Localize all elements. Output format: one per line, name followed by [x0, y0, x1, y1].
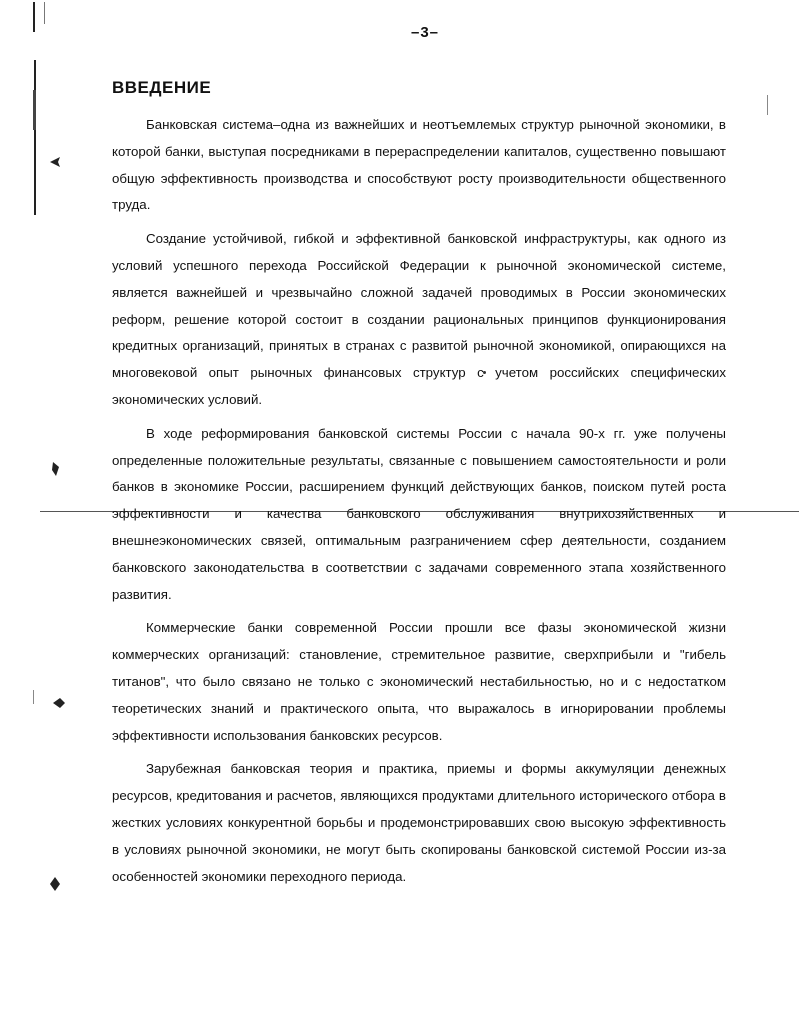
scan-edge-mark [33, 690, 34, 704]
scan-edge-mark [34, 60, 36, 215]
page-title: ВВЕДЕНИЕ [112, 78, 212, 97]
binder-hole-icon [49, 876, 61, 892]
paragraph: Банковская система–одна из важнейших и неотъемлемых структур рыночной экономики, в которой банки, выступая посредниками в перераспределении капиталов, существенно повышают общую эффективность производства и способствуют росту производительности общественного труда. [112, 117, 726, 213]
body-text [112, 112, 726, 897]
scan-edge-mark [767, 95, 768, 115]
scan-edge-mark [44, 2, 45, 24]
scan-edge-mark [33, 90, 36, 130]
paragraph: Коммерческие банки современной России прошли все фазы экономической жизни коммерческих организаций: становление, стремительное развитие, сверхприбыли и "гибель титанов", что было связано не только с экономический нестабильностью, но и с недостатком теоретических знаний и практического опыта, что выражалось в игнорировании проблемы эффективности использования банковских ресурсов. [112, 620, 726, 743]
binder-hole-icon [50, 461, 62, 477]
binder-hole-icon [48, 155, 62, 169]
paragraph: Зарубежная банковская теория и практика, приемы и формы аккумуляции денежных ресурсов, кредитования и расчетов, являющихся продуктами длительного исторического отбора в жестких условиях конкурентной борьбы и продемонстрировавших свою высокую эффективность в условиях рыночной экономики, не могут быть скопированы банковской системой России из-за особенностей экономики переходного периода. [112, 761, 726, 884]
paragraph: Создание устойчивой, гибкой и эффективной банковской инфраструктуры, как одного из условий успешного перехода Российской Федерации к рыночной экономической системе, является важнейшей и чрезвычайно сложной задачей проводимых в России экономических реформ, решение которой состоит в создании рациональных принципов функционирования кредитных организаций, принятых в странах с развитой рыночной экономикой, опирающихся на многовековой опыт рыночных финансовых структур с учетом российских специфических экономических условий. [112, 231, 726, 407]
binder-hole-icon [52, 697, 66, 709]
page-number: –3– [410, 24, 440, 41]
scan-edge-mark [33, 2, 35, 32]
paragraph: В ходе реформирования банковской системы России с начала 90-х гг. уже получены определенные положительные результаты, связанные с повышением самостоятельности и роли банков в экономике России, расширением функций действующих банков, поиском путей роста эффективности и качества банковского обслуживания внутрихозяйственных и внешнеэкономических связей, оптимальным разграничением сфер деятельности, созданием банковского законодательства в соответствии с задачами современного этапа хозяйственного развития. [112, 425, 726, 602]
